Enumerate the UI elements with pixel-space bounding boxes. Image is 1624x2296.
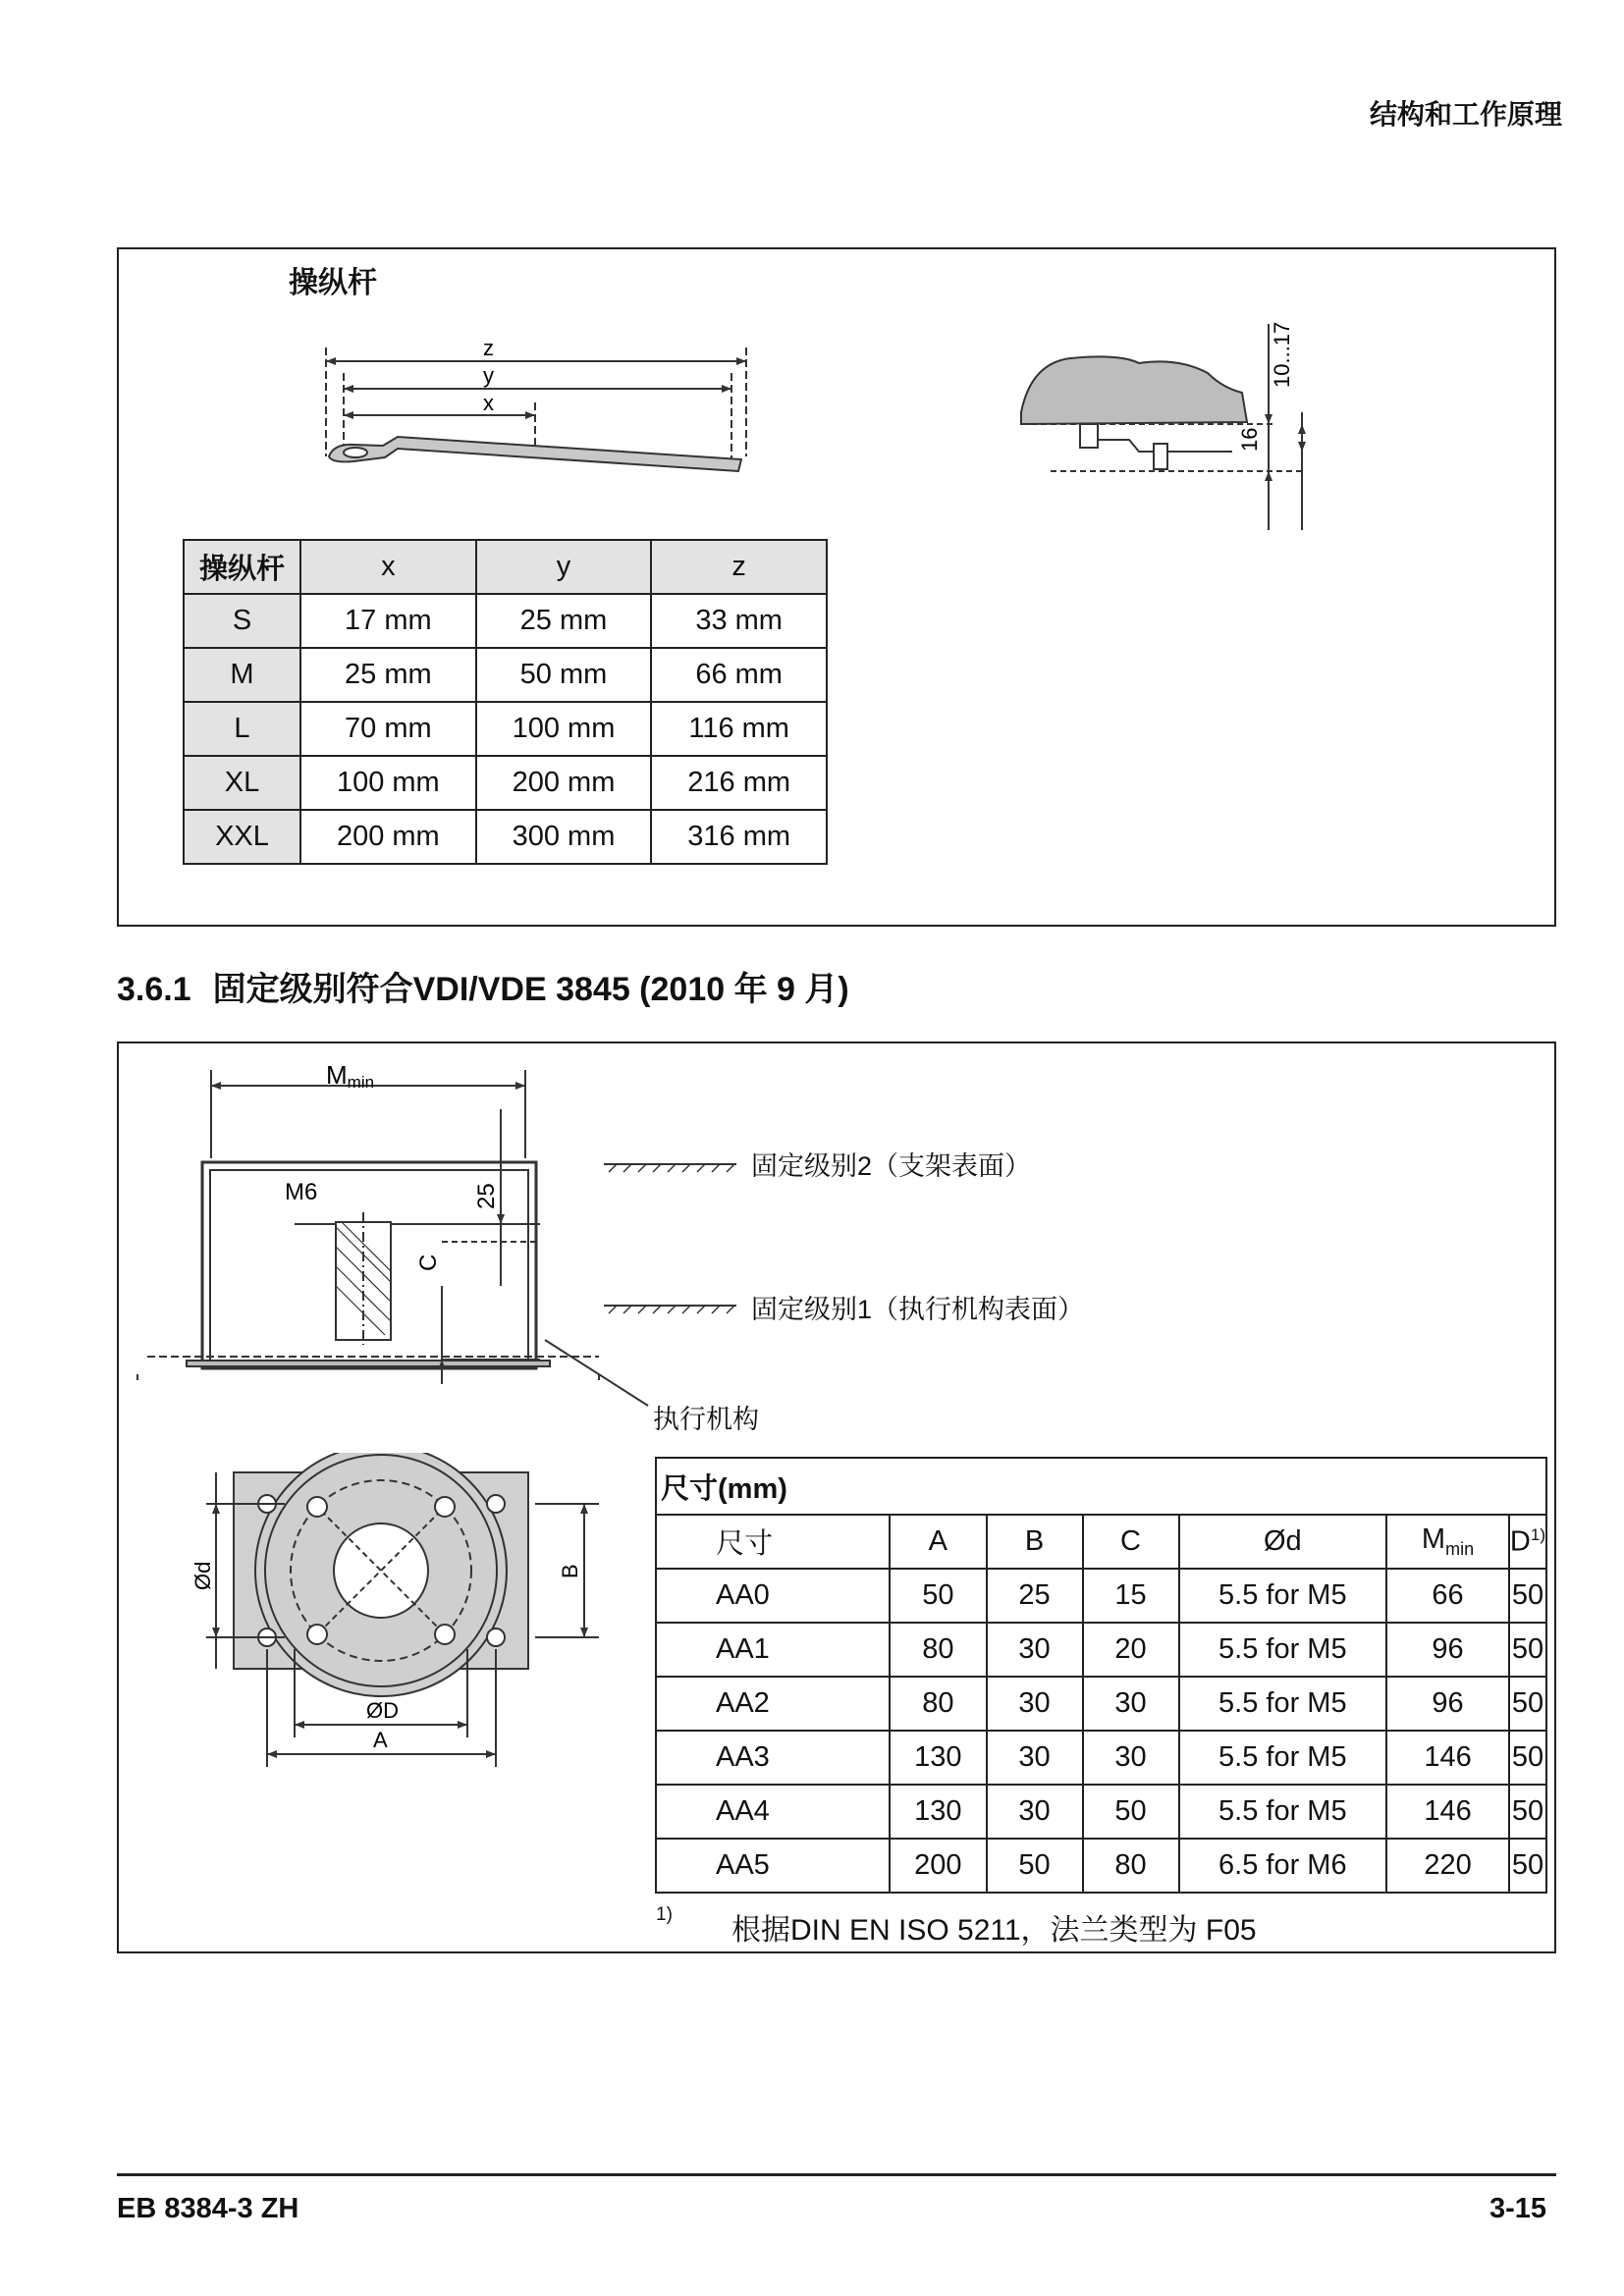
lever-x: 200 mm (300, 810, 476, 864)
dim-d: 50 (1509, 1785, 1546, 1839)
dim-b: 25 (987, 1569, 1083, 1623)
table-row (184, 810, 827, 864)
lever-z: 116 mm (651, 702, 827, 756)
section-number: 3.6.1 (117, 971, 191, 1008)
dim-size: AA2 (656, 1677, 890, 1731)
dim-size: AA0 (656, 1569, 890, 1623)
dim-d: 50 (1509, 1839, 1546, 1893)
dim-a: 80 (890, 1677, 986, 1731)
dim-size: AA1 (656, 1623, 890, 1677)
lever-z: 33 mm (651, 594, 827, 648)
dim-d: 50 (1509, 1569, 1546, 1623)
od-small-label: Ød (190, 1561, 215, 1590)
dim-col-b: B (987, 1515, 1083, 1569)
level2-hatch (604, 1156, 736, 1176)
dim-b: 50 (987, 1839, 1083, 1893)
m-min-sub: min (347, 1073, 375, 1092)
lever-z: 216 mm (651, 756, 827, 810)
table-row (184, 702, 827, 756)
lever-z: 66 mm (651, 648, 827, 702)
lever-drawing (314, 334, 766, 481)
lever-dim-z: z (483, 336, 494, 360)
lever-size: XXL (184, 810, 300, 864)
table-row (656, 1731, 1546, 1785)
dim-c: 50 (1083, 1785, 1179, 1839)
dim-col-od: Ød (1179, 1515, 1387, 1569)
page-header-title: 结构和工作原理 (1369, 99, 1562, 130)
dim-mmin: 96 (1386, 1677, 1509, 1731)
table-row (656, 1677, 1546, 1731)
dim-col-size: 尺寸 (656, 1515, 890, 1569)
lever-x: 17 mm (300, 594, 476, 648)
dim-c: 15 (1083, 1569, 1179, 1623)
footnote-text: 根据DIN EN ISO 5211，法兰类型为 F05 (731, 1914, 1257, 1947)
lever-title: 操纵杆 (289, 267, 377, 299)
dim-od: 6.5 for M6 (1179, 1839, 1387, 1893)
lever-size: XL (184, 756, 300, 810)
lever-y: 50 mm (476, 648, 652, 702)
dim-b: 30 (987, 1785, 1083, 1839)
dim-size: AA3 (656, 1731, 890, 1785)
footnote-mark: 1) (656, 1904, 673, 1925)
dim-a: 130 (890, 1785, 986, 1839)
lever-y: 200 mm (476, 756, 652, 810)
dim-b: 30 (987, 1623, 1083, 1677)
lever-x: 100 mm (300, 756, 476, 810)
dim-col-mmin-base: M (1421, 1523, 1446, 1556)
table-row (184, 648, 827, 702)
dim-size: AA5 (656, 1839, 890, 1893)
level1-hatch (604, 1298, 736, 1317)
dim-col-d-sup: 1) (1530, 1524, 1545, 1544)
dim-b: 30 (987, 1731, 1083, 1785)
dim-b: 30 (987, 1677, 1083, 1731)
dim-mmin: 66 (1386, 1569, 1509, 1623)
dim-table-caption: 尺寸(mm) (656, 1458, 1546, 1515)
lever-x: 70 mm (300, 702, 476, 756)
actuator-leader (540, 1335, 658, 1414)
dim-c: 80 (1083, 1839, 1179, 1893)
od-big-label: ØD (366, 1698, 399, 1723)
dim-od: 5.5 for M5 (1179, 1569, 1387, 1623)
table-row (184, 594, 827, 648)
lever-dim-16: 16 (1237, 427, 1262, 452)
lever-dim-x: x (483, 391, 494, 415)
dim-col-mmin (1386, 1515, 1509, 1569)
lever-size: S (184, 594, 300, 648)
dim-mmin: 220 (1386, 1839, 1509, 1893)
dim-d: 50 (1509, 1677, 1546, 1731)
dim-size: AA4 (656, 1785, 890, 1839)
dim-d: 50 (1509, 1731, 1546, 1785)
dim-col-d (1509, 1515, 1546, 1569)
actuator-label: 执行机构 (653, 1405, 759, 1434)
lever-col-x: x (300, 540, 476, 594)
dim-d: 50 (1509, 1623, 1546, 1677)
dim-b-label: B (558, 1564, 582, 1578)
section-heading (117, 962, 849, 1010)
m-min-label (326, 1060, 374, 1092)
dim-col-d-base: D (1509, 1525, 1531, 1558)
footer-doc-id: EB 8384-3 ZH (117, 2193, 299, 2224)
lever-size: L (184, 702, 300, 756)
dim-od: 5.5 for M5 (1179, 1623, 1387, 1677)
lever-col-header: 操纵杆 (184, 540, 300, 594)
bracket-side-drawing (128, 1050, 619, 1384)
dim-mmin: 146 (1386, 1731, 1509, 1785)
lever-size: M (184, 648, 300, 702)
footer-divider (117, 2173, 1556, 2176)
table-row (184, 756, 827, 810)
dim-a: 80 (890, 1623, 986, 1677)
dim-25-label: 25 (473, 1183, 500, 1209)
dim-a: 130 (890, 1731, 986, 1785)
flange-top-drawing (187, 1453, 619, 1806)
lever-dim-y: y (483, 363, 494, 388)
lever-height-range: 10...17 (1270, 321, 1294, 388)
table-row (656, 1623, 1546, 1677)
dim-c: 30 (1083, 1731, 1179, 1785)
lever-y: 25 mm (476, 594, 652, 648)
table-row (656, 1785, 1546, 1839)
lever-x: 25 mm (300, 648, 476, 702)
table-row (656, 1839, 1546, 1893)
dim-c-label: C (415, 1254, 442, 1271)
lever-mount-drawing (1011, 314, 1316, 540)
dim-a-label: A (373, 1728, 388, 1752)
m-min-base: M (326, 1060, 348, 1090)
dim-od: 5.5 for M5 (1179, 1677, 1387, 1731)
dim-c: 30 (1083, 1677, 1179, 1731)
lever-z: 316 mm (651, 810, 827, 864)
dim-col-mmin-sub: min (1445, 1538, 1475, 1559)
lever-col-y: y (476, 540, 652, 594)
section-title: 固定级别符合VDI/VDE 3845 (2010 年 9 月) (212, 971, 849, 1008)
m6-label: M6 (285, 1179, 318, 1205)
dim-mmin: 146 (1386, 1785, 1509, 1839)
lever-col-z: z (651, 540, 827, 594)
dim-a: 200 (890, 1839, 986, 1893)
level1-label: 固定级别1（执行机构表面） (751, 1295, 1085, 1324)
dim-od: 5.5 for M5 (1179, 1731, 1387, 1785)
level2-label: 固定级别2（支架表面） (751, 1151, 1032, 1181)
lever-dimension-table (183, 539, 828, 865)
lever-y: 300 mm (476, 810, 652, 864)
dim-a: 50 (890, 1569, 986, 1623)
dim-mmin: 96 (1386, 1623, 1509, 1677)
dim-c: 20 (1083, 1623, 1179, 1677)
footer-page-number: 3-15 (1489, 2193, 1546, 2224)
dim-od: 5.5 for M5 (1179, 1785, 1387, 1839)
fixing-dimension-table (655, 1457, 1547, 1894)
dim-col-c: C (1083, 1515, 1179, 1569)
table-row (656, 1569, 1546, 1623)
lever-y: 100 mm (476, 702, 652, 756)
dim-col-a: A (890, 1515, 986, 1569)
